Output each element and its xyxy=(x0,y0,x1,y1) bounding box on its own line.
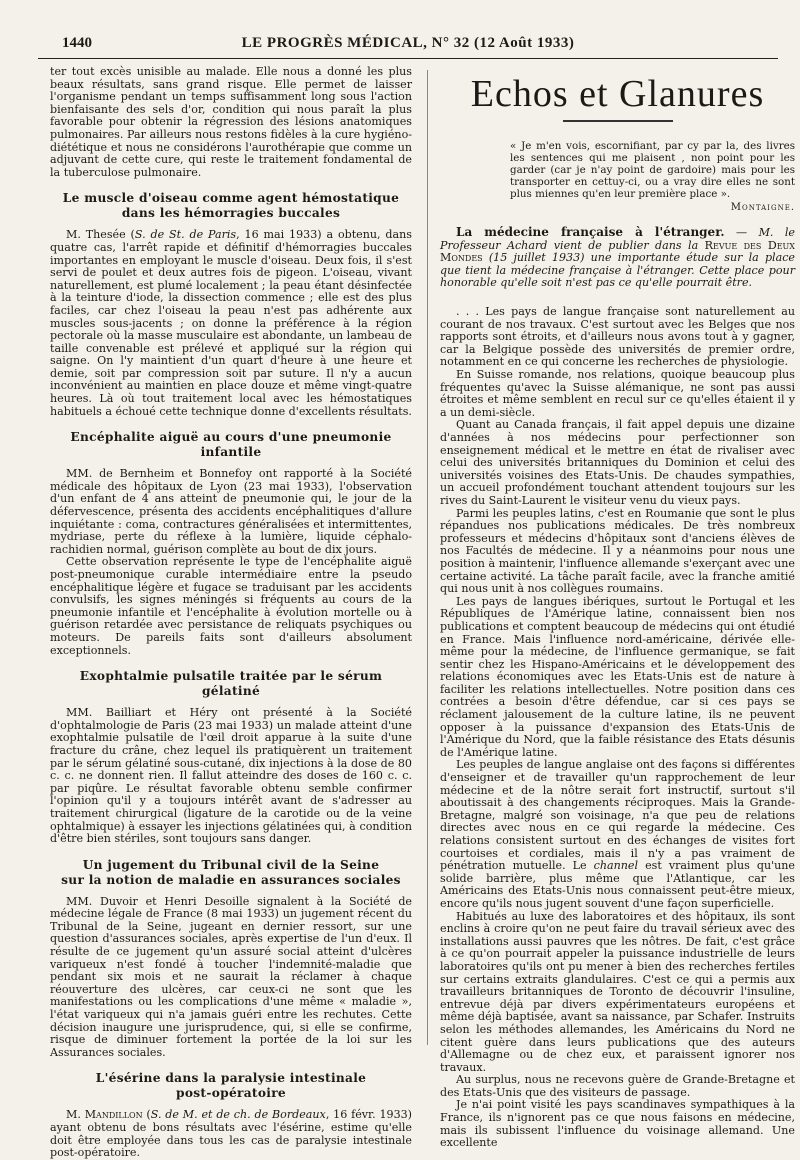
column-divider xyxy=(427,70,428,1045)
paragraph-exophtalmie: MM. Bailliart et Héry ont présenté à la Société d'ophtalmologie de Paris (23 mai 1933) un malade atteint d'une exophtalmie pulsatile de l'œil droit apparue à la suite d'une fracture du crâne, chez lequel ils pratiquèrent un traitement par le sérum gélatiné sous-cutané, dix injections à la dose de 80 c. c. ne donnent rien. Il fallut atteindre des doses de 160 c. c. par piqûre. Le résultat favorable obtenu semble confirmer l'opinion qu'il y a toujours intérêt avant de s'adresser au traitement chirurgical (ligature de la carotide ou de la veine ophtalmique) à essayer les injections gélatinées qui, à condition d'être bien stériles, sont toujours sans danger. xyxy=(50,706,412,846)
journal-title: LE PROGRÈS MÉDICAL, N° 32 (12 Août 1933) xyxy=(241,35,575,51)
section-heading-eserine: L'ésérine dans la paralysie intestinale post-opératoire xyxy=(95,1071,367,1101)
article-lead: La médecine française à l'étranger. — M. le Professeur Achard vient de publier dans la Revue des Deux Mondes (15 juillet 1933) une importante étude sur la place que tient la médecine française à l'étranger. Cette place pour honorable qu'elle soit n'est pas ce qu'elle pourrait être. xyxy=(440,225,795,290)
epigraph-quote: « Je m'en vois, escornifiant, par cy par la, des livres les sentences qui me plaisent , non point pour les garder (car je n'ay point de gardoire) mais pour les transporter en cettuy-ci, ou a vray dire elles ne sont plus miennes qu'en leur première place ». xyxy=(510,139,795,200)
right-column xyxy=(440,66,795,1150)
paragraph-encephalite-1: MM. de Bernheim et Bonnefoy ont rapporté à la Société médicale des hôpitaux de Lyon (23 mai 1933), l'observation d'un enfant de 4 ans atteint de pneumonie qui, le jour de la défervescence, présenta des accidents encéphalitiques d'allure inquiétante : coma, contractures généralisées et intermittentes, mydriase, perte du réflexe à la lumière, liquide céphalo-rachidien normal, guérison complète au bout de dix jours. xyxy=(50,467,412,556)
paragraph-eserine: M. Mandillon (S. de M. et de ch. de Bordeaux, 16 févr. 1933) ayant obtenu de bons résultats avec l'ésérine, estime qu'elle doit être employée dans tous les cas de paralysie intestinale post-opératoire. xyxy=(50,1108,413,1160)
paragraph-francophone: . . . Les pays de langue française sont naturellement au courant de nos travaux. C'est surtout avec les Belges que nos rapports sont étroits, et d'ailleurs nous avons tout à y gagner, car la Belgique possède des universités de premier ordre, notamment en ce qui concerne les recherches de physiologie. xyxy=(440,305,795,369)
section-heading-jugement: Un jugement du Tribunal civil de la Seine sur la notion de maladie en assurances sociales xyxy=(61,857,401,887)
paragraph-visiteurs: Au surplus, nous ne recevons guère de Grande-Bretagne et des Etats-Unis que des visiteurs de passage. xyxy=(440,1073,795,1099)
paragraph-muscle: M. Thesée (S. de St. de Paris, 16 mai 1933) a obtenu, dans quatre cas, l'arrêt rapide et définitif d'hémorragies buccales importantes en employant le muscle d'oiseau. Deux fois, il s'est servi de poulet et deux autres fois de pigeon. L'oiseau, vivant naturellement, est plumé localement ; la peau étant désinfectée à la teinture d'iode, la dissection commence ; elle est des plus faciles, car chez l'oiseau la peau n'est pas adhérente aux muscles sous-jacents ; on donne la préférence à la région pectorale où la masse musculaire est abondante, un lambeau de taille convenable est prélevé et appliqué sur la région qui saigne. On l'y maintient d'un quart d'heure à une heure et demie, soit par compression soit par suture. Il n'y a aucun inconvénient au maintien en place douze et même vingt-quatre heures. Là où tout traitement local avec les hémostatiques habituels a échoué cette technique donne d'excellents résultats. xyxy=(50,228,412,418)
left-column xyxy=(50,66,412,1160)
paragraph-suisse: En Suisse romande, nos relations, quoique beaucoup plus fréquentes qu'avec la Suisse alémanique, ne sont pas aussi étroites et même semblent en recul sur ce qu'elles étaient il y a un demi-siècle. xyxy=(440,368,795,419)
paragraph-laboratoires: Habitués au luxe des laboratoires et des hôpitaux, ils sont enclins à croire qu'on ne peut faire du travail sérieux avec des installations aussi pauvres que les nôtres. De fait, c'est grâce à ce qu'on pourrait appeler la puissance industrielle de leurs laboratoires qu'ils ont pu mener à bien des recherches fertiles sur certains extraits glandulaires. C'est ce qui a permis aux travailleurs britanniques de Toronto de découvrir l'insuline, entrevue déjà par divers expérimentateurs européens et même déjà baptisée, avant sa naissance, par Schafer. Instruits selon les méthodes allemandes, les Américains du Nord ne citent guère dans leurs publications que des auteurs d'Allemagne ou de chez eux, et paraissent ignorer nos travaux. xyxy=(440,909,795,1074)
paragraph-jugement: MM. Duvoir et Henri Desoille signalent à la Société de médecine légale de France (8 mai 1933) un jugement récent du Tribunal de la Seine, jugeant en dernier ressort, sur une question d'assurances sociales, après expertise de l'un d'eux. Il résulte de ce jugement qu'un assuré social atteint d'ulcères variqueux n'est fondé à toucher l'indemnité-maladie que pendant six mois et ne saurait la réclamer à chaque réouverture des ulcères, car ceux-ci ne sont que les manifestations ou les complications d'une même « maladie », l'état variqueux qui n'a jamais guéri entre les rechutes. Cette décision inaugure une jurisprudence, qui, si elle se confirme, risque de diminuer fortement la portée de la loi sur les Assurances sociales. xyxy=(50,894,412,1059)
epigraph-author: Montaigne. xyxy=(730,201,795,213)
paragraph-anglaise: Les peuples de langue anglaise ont des façons si différentes d'enseigner et de travailler qu'un rapprochement de leur médecine et de la nôtre serait fort instructif, surtout s'il aboutissait à des changements réciproques. Mais la Grande-Bretagne, malgré son voisinage, n'a que peu de relations directes avec nous en ce qui regarde la médecine. Ces relations consistent surtout en des échanges de visites fort courtoises et cordiales, mais il n'y a pas vraiment de pénétration mutuelle. Le channel est vraiment plus qu'une solide barrière, plus même que l'Atlantique, car les Américains des Etats-Unis nous connaissent peut-être mieux, encore qu'ils nous jugent souvent d'une façon superficielle. xyxy=(440,758,795,910)
section-heading-exophtalmie: Exophtalmie pulsatile traitée par le sérum gélatiné xyxy=(79,669,383,699)
echos-title: Echos et Glanures xyxy=(470,73,765,115)
section-heading-muscle: Le muscle d'oiseau comme agent hémostatique dans les hémorragies buccales xyxy=(62,191,400,221)
paragraph-scandinaves: Je n'ai point visité les pays scandinaves sympathiques à la France, ils n'ignorent pas ce que nous faisons en médecine, mais ils subissent l'influence du voisinage allemand. Une excellente xyxy=(440,1098,795,1150)
paragraph-roumanie: Parmi les peuples latins, c'est en Roumanie que sont le plus répandues nos publications médicales. De très nombreux professeurs et médecins d'hôpitaux sont d'anciens élèves de nos Facultés de médecine. Il y a néanmoins pour nous une position à maintenir, l'influence allemande s'exerçant avec une certaine activité. La tâche paraît facile, avec la franche amitié qui nous unit à nos collègues roumains. xyxy=(440,506,795,596)
title-rule xyxy=(563,120,673,122)
running-header xyxy=(38,32,778,59)
paragraph-encephalite-2: Cette observation représente le type de l'encéphalite aiguë post-pneumonique curable intermédiaire entre la pseudo encéphalitique légère et fugace se traduisant par les accidents convulsifs, les signes méningés si fréquents au cours de la pneumonie infantile et l'encéphalite à évolution mortelle ou à guérison retardée avec persistance de reliquats psychiques ou moteurs. De pareils faits sont d'ailleurs absolument exceptionnels. xyxy=(50,555,412,657)
paragraph-iberiques: Les pays de langues ibériques, surtout le Portugal et les Républiques de l'Amérique latine, connaissent bien nos publications et comptent beaucoup de médecins qui ont étudié en France. Mais l'influence nord-américaine, dérivée elle-même pour la médecine, de l'influence germanique, se fait sentir chez les Hispano-Américains et le développement des relations économiques avec les Etats-Unis est de nature à faciliter les relations intellectuelles. Notre position dans ces contrées a besoin d'être défendue, car si ces pays se réclament jalousement de la culture latine, ils ne peuvent opposer à la puissance d'expansion des Etats-Unis de l'Amérique du Nord, que la faible résistance des Etats désunis de l'Amérique latine. xyxy=(440,594,795,759)
section-heading-encephalite: Encéphalite aiguë au cours d'une pneumonie infantile xyxy=(70,430,392,460)
paragraph-canada: Quant au Canada français, il fait appel depuis une dizaine d'années à nos médecins pour perfectionner son enseignement médical et le mettre en état de rivaliser avec celui des universités britanniques du Dominion et celui des universités voisines des Etats-Unis. De chaudes sympathies, un accueil profondément touchant attendent toujours sur les rives du Saint-Laurent le visiteur venu du vieux pays. xyxy=(440,418,795,507)
page-number: 1440 xyxy=(62,35,92,51)
intro-paragraph: ter tout excès unisible au malade. Elle nous a donné les plus beaux résultats, sans grand risque. Elle permet de laisser l'organisme pendant un temps suffisamment long sous l'action bienfaisante des sels d'or, condition qui nous paraît la plus favorable pour obtenir la régression des lésions anatomiques pulmonaires. Par ailleurs nous restons fidèles à la cure hygiéno-diététique et nous ne considérons l'aurothérapie que comme un adjuvant de cette cure, qui reste le traitement fondamental de la tuberculose pulmonaire. xyxy=(50,65,412,179)
